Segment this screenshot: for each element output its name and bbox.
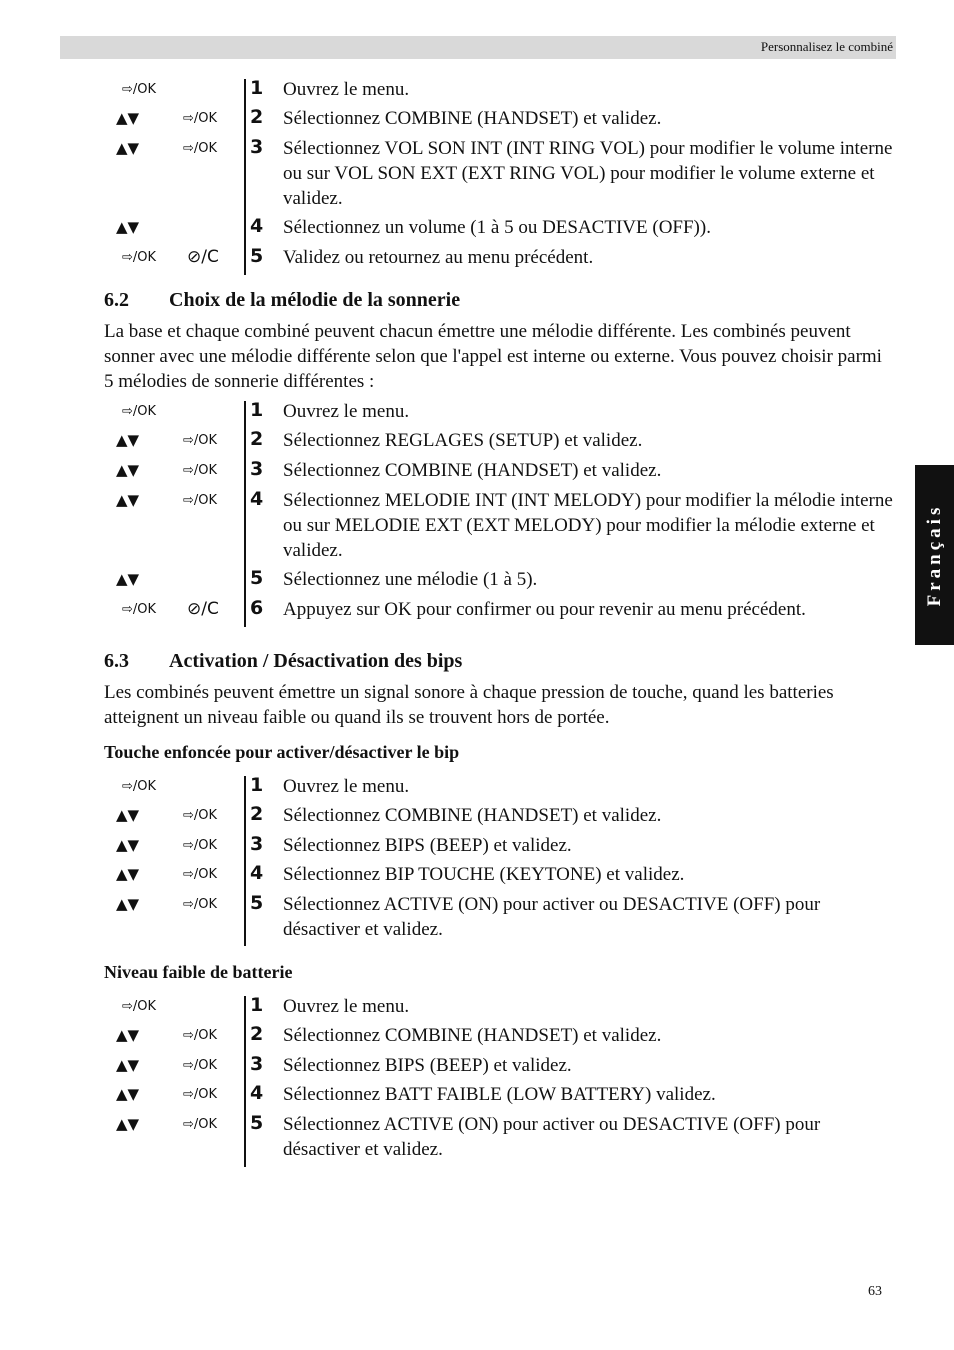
up-down-arrows-icon: ▲▼ xyxy=(116,806,140,824)
step-text: Sélectionnez BIP TOUCHE (KEYTONE) et validez. xyxy=(283,864,685,885)
step-number: 2 xyxy=(250,106,264,128)
header-bar xyxy=(60,36,896,59)
step-text: Sélectionnez VOL SON INT (INT RING VOL) pour modifier le volume interne ou sur VOL SON EXT (EXT RING VOL) pour modifier le volume externe et validez. xyxy=(283,138,893,209)
step-number: 4 xyxy=(250,1082,264,1104)
step-number: 3 xyxy=(250,458,264,480)
steps-divider xyxy=(244,79,246,275)
step-text: Ouvrez le menu. xyxy=(283,776,410,797)
menu-ok-icon: ⇨/OK xyxy=(183,867,218,882)
up-down-arrows-icon: ▲▼ xyxy=(116,1056,140,1074)
section-title-6-3 xyxy=(104,650,462,673)
step-number: 5 xyxy=(250,892,264,914)
step-text: Sélectionnez COMBINE (HANDSET) et validez. xyxy=(283,805,662,826)
subsection-title-keytone: Touche enfoncée pour activer/désactiver le bip xyxy=(104,742,460,762)
subsection-title-battery: Niveau faible de batterie xyxy=(104,962,293,982)
step-number: 4 xyxy=(250,488,264,510)
step-text: Ouvrez le menu. xyxy=(283,401,410,422)
step-number: 1 xyxy=(250,994,264,1016)
menu-ok-icon: ⇨/OK xyxy=(183,463,218,478)
up-down-arrows-icon: ▲▼ xyxy=(116,109,140,127)
up-down-arrows-icon: ▲▼ xyxy=(116,461,140,479)
menu-ok-icon: ⇨/OK xyxy=(122,250,157,265)
steps-block-melody xyxy=(0,401,954,631)
step-number: 5 xyxy=(250,1112,264,1134)
step-number: 4 xyxy=(250,215,264,237)
menu-ok-icon: ⇨/OK xyxy=(122,404,157,419)
menu-ok-icon: ⇨/OK xyxy=(183,111,218,126)
step-number: 2 xyxy=(250,428,264,450)
up-down-arrows-icon: ▲▼ xyxy=(116,895,140,913)
step-text: Sélectionnez un volume (1 à 5 ou DESACTIVE (OFF)). xyxy=(283,217,711,238)
step-number: 3 xyxy=(250,1053,264,1075)
step-text: Sélectionnez ACTIVE (ON) pour activer ou DESACTIVE (OFF) pour désactiver et validez. xyxy=(283,1114,821,1160)
up-down-arrows-icon: ▲▼ xyxy=(116,570,140,588)
menu-ok-icon: ⇨/OK xyxy=(183,141,218,156)
step-text: Sélectionnez MELODIE INT (INT MELODY) pour modifier la mélodie interne ou sur MELODIE EXT (EXT MELODY) pour modifier la mélodie externe et validez. xyxy=(283,490,893,561)
menu-ok-icon: ⇨/OK xyxy=(183,838,218,853)
section-number: 6.3 xyxy=(104,650,129,672)
language-tab-label: Français xyxy=(923,503,945,607)
step-text: Sélectionnez une mélodie (1 à 5). xyxy=(283,569,538,590)
step-number: 5 xyxy=(250,567,264,589)
menu-ok-icon: ⇨/OK xyxy=(183,1087,218,1102)
section-title-6-2 xyxy=(104,289,460,312)
step-number: 1 xyxy=(250,774,264,796)
back-c-icon: ⊘/C xyxy=(187,599,219,619)
menu-ok-icon: ⇨/OK xyxy=(122,999,157,1014)
menu-ok-icon: ⇨/OK xyxy=(183,897,218,912)
step-text: Sélectionnez ACTIVE (ON) pour activer ou DESACTIVE (OFF) pour désactiver et validez. xyxy=(283,894,821,940)
menu-ok-icon: ⇨/OK xyxy=(183,1058,218,1073)
up-down-arrows-icon: ▲▼ xyxy=(116,1026,140,1044)
up-down-arrows-icon: ▲▼ xyxy=(116,865,140,883)
step-text: Sélectionnez COMBINE (HANDSET) et validez. xyxy=(283,1025,662,1046)
up-down-arrows-icon: ▲▼ xyxy=(116,139,140,157)
section-heading: Choix de la mélodie de la sonnerie xyxy=(169,289,461,311)
step-number: 4 xyxy=(250,862,264,884)
step-text: Sélectionnez REGLAGES (SETUP) et validez. xyxy=(283,430,643,451)
up-down-arrows-icon: ▲▼ xyxy=(116,218,140,236)
menu-ok-icon: ⇨/OK xyxy=(122,779,157,794)
step-text: Appuyez sur OK pour confirmer ou pour revenir au menu précédent. xyxy=(283,599,806,620)
step-number: 2 xyxy=(250,803,264,825)
step-number: 5 xyxy=(250,245,264,267)
menu-ok-icon: ⇨/OK xyxy=(122,602,157,617)
step-text: Validez ou retournez au menu précédent. xyxy=(283,247,594,268)
up-down-arrows-icon: ▲▼ xyxy=(116,1115,140,1133)
up-down-arrows-icon: ▲▼ xyxy=(116,836,140,854)
step-text: Sélectionnez BIPS (BEEP) et validez. xyxy=(283,835,572,856)
section-intro: La base et chaque combiné peuvent chacun émettre une mélodie différente. Les combinés peuvent sonner avec une mélodie différente selon que l'appel est interne ou externe. Vous pouvez choisir parmi 5 mélodies de sonnerie différentes : xyxy=(104,321,882,392)
step-text: Ouvrez le menu. xyxy=(283,996,410,1017)
steps-divider xyxy=(244,401,246,627)
step-number: 2 xyxy=(250,1023,264,1045)
back-c-icon: ⊘/C xyxy=(187,247,219,267)
menu-ok-icon: ⇨/OK xyxy=(122,82,157,97)
step-text: Sélectionnez COMBINE (HANDSET) et validez. xyxy=(283,460,662,481)
steps-block-keytone xyxy=(0,776,954,951)
menu-ok-icon: ⇨/OK xyxy=(183,808,218,823)
step-text: Sélectionnez COMBINE (HANDSET) et validez. xyxy=(283,108,662,129)
running-header: Personnalisez le combiné xyxy=(760,39,893,54)
steps-block-battery xyxy=(0,996,954,1171)
section-intro: Les combinés peuvent émettre un signal sonore à chaque pression de touche, quand les batteries atteignent un niveau faible ou quand ils se trouvent hors de portée. xyxy=(104,682,834,728)
steps-divider xyxy=(244,776,246,946)
menu-ok-icon: ⇨/OK xyxy=(183,493,218,508)
step-text: Sélectionnez BATT FAIBLE (LOW BATTERY) validez. xyxy=(283,1084,716,1105)
up-down-arrows-icon: ▲▼ xyxy=(116,491,140,509)
steps-divider xyxy=(244,996,246,1167)
step-number: 6 xyxy=(250,597,264,619)
section-heading: Activation / Désactivation des bips xyxy=(169,650,463,672)
step-text: Ouvrez le menu. xyxy=(283,79,410,100)
menu-ok-icon: ⇨/OK xyxy=(183,433,218,448)
step-number: 3 xyxy=(250,136,264,158)
step-number: 1 xyxy=(250,399,264,421)
up-down-arrows-icon: ▲▼ xyxy=(116,431,140,449)
step-number: 1 xyxy=(250,77,264,99)
up-down-arrows-icon: ▲▼ xyxy=(116,1085,140,1103)
step-text: Sélectionnez BIPS (BEEP) et validez. xyxy=(283,1055,572,1076)
steps-block-ring-volume xyxy=(0,79,954,279)
page-number: 63 xyxy=(868,1284,882,1299)
section-number: 6.2 xyxy=(104,289,129,311)
menu-ok-icon: ⇨/OK xyxy=(183,1028,218,1043)
menu-ok-icon: ⇨/OK xyxy=(183,1117,218,1132)
step-number: 3 xyxy=(250,833,264,855)
